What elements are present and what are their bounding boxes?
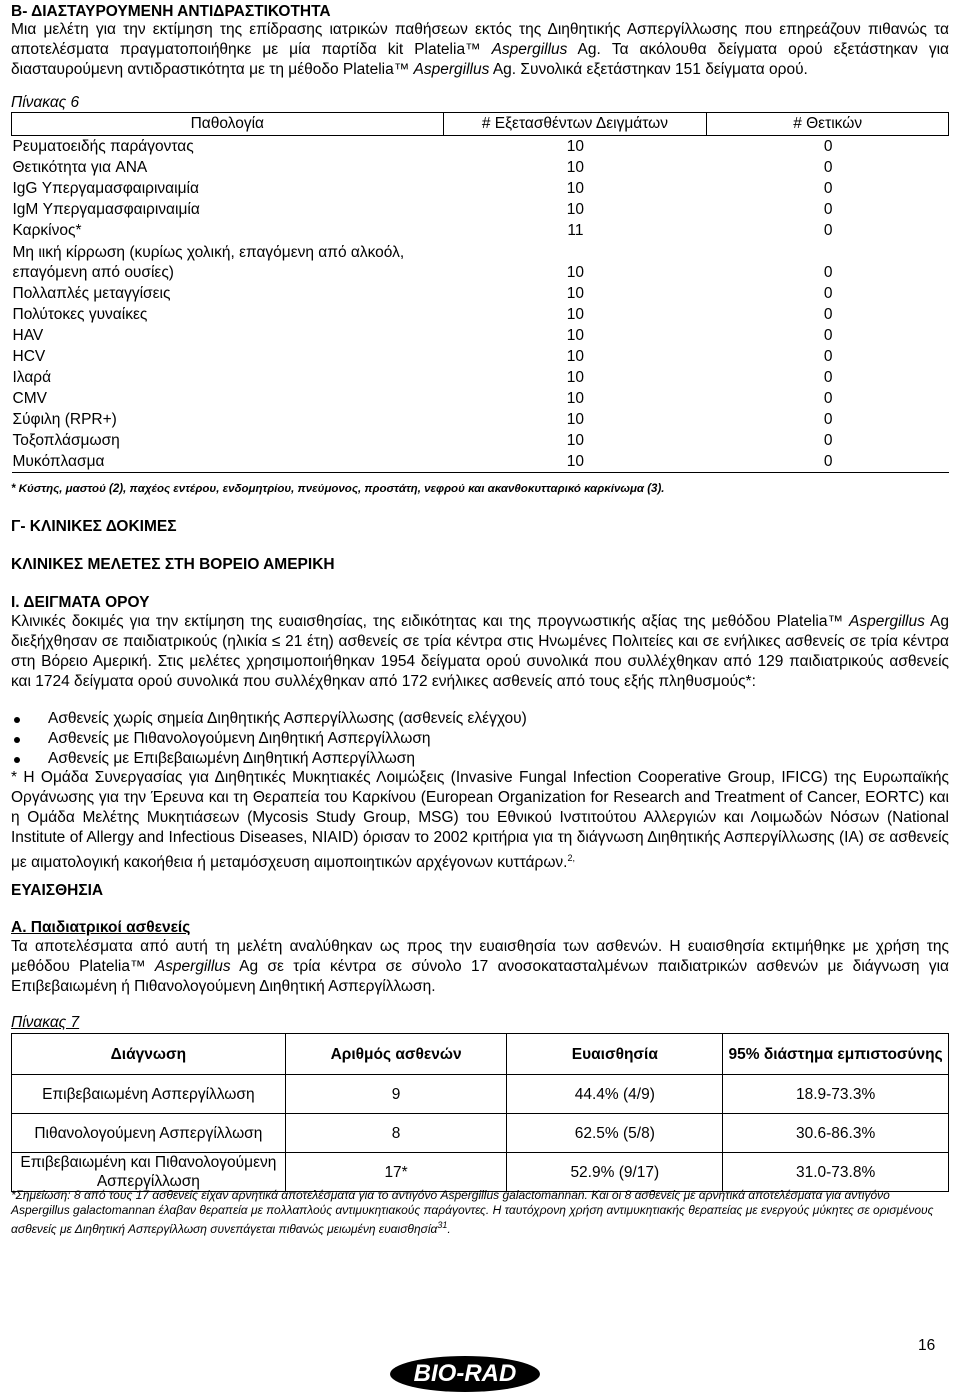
footnote-superscript: 31 (437, 1220, 448, 1230)
cell-patients: 17* (285, 1153, 507, 1192)
cell-tested: 10 (566, 432, 585, 449)
cell-tested: 10 (566, 138, 585, 155)
cell-tested: 10 (566, 327, 585, 344)
cell-positive: 0 (823, 411, 833, 428)
list-item: Ασθενείς με Πιθανολογούμενη Διηθητική Ασπεργίλλωση (11, 730, 949, 750)
cell-tested: 10 (566, 285, 585, 302)
bio-rad-logo: BIO-RAD (390, 1356, 540, 1392)
cell-ci: 18.9-73.3% (723, 1075, 949, 1114)
cell-positive: 0 (823, 138, 833, 155)
table-row (12, 304, 949, 325)
table-row (12, 346, 949, 367)
table-7 (11, 1033, 949, 1192)
table6-header-tested: # Εξετασθέντων Δειγμάτων (443, 113, 707, 136)
cell-pathology: Καρκίνος* (12, 222, 82, 239)
table-row (12, 178, 949, 199)
p4-text: Τα αποτελέσματα από αυτή τη μελέτη αναλύθηκαν ως προς την ευαισθησία των ασθενών. Η ευαισθησία εκτιμήθηκε με χρήση της μεθόδου Platelia™ (11, 938, 949, 975)
p4-italic: Aspergillus (154, 958, 231, 975)
cell-ci: 31.0-73.8% (723, 1153, 949, 1192)
p1-italic-2: Aspergillus (413, 61, 490, 78)
cell-tested: 10 (566, 411, 585, 428)
cell-tested: 10 (566, 369, 585, 386)
cell-positive: 0 (823, 390, 833, 407)
cell-tested: 10 (566, 348, 585, 365)
table-row (12, 157, 949, 178)
table-row (12, 1075, 949, 1114)
table6-footnote: * Κύστης, μαστού (2), παχέος εντέρου, ενδομητρίου, πνεύμονος, προστάτη, νεφρού και ακανθοκυτταρικό καρκίνωμα (3). (11, 483, 665, 495)
footnote-end: . (447, 1222, 451, 1236)
p1-text: Μια μελέτη για την εκτίμηση της επίδρασης ιατρικών παθήσεων εκτός της Διηθητικής Ασπεργίλλωσης που επηρεάζουν πιθανώς τα αποτελέσματα πραγματοποιήθηκε με μία παρτίδα kit Platelia™ (11, 21, 949, 58)
table-row (12, 1153, 949, 1192)
cell-positive: 0 (823, 180, 833, 197)
section-g-heading: Γ- ΚΛΙΝΙΚΕΣ ΔΟΚΙΜΕΣ (11, 518, 177, 535)
cell-positive: 0 (823, 369, 833, 386)
table-row (12, 1114, 949, 1153)
section-b-heading: Β- ΔΙΑΣΤΑΥΡΟΥΜΕΝΗ ΑΝΤΙΔΡΑΣΤΙΚΟΤΗΤΑ (11, 3, 331, 20)
page-number: 16 (918, 1337, 936, 1354)
cell-pathology: Τοξοπλάσμωση (12, 432, 120, 449)
table7-header-diagnosis: Διάγνωση (12, 1034, 286, 1075)
cell-pathology: CMV (12, 390, 47, 407)
cell-tested: 10 (566, 390, 585, 407)
table7-footnote (11, 1188, 949, 1237)
p2-text-b: Ag διεξήχθησαν σε παιδιατρικούς (ηλικία ≤ 21 έτη) ασθενείς σε τρία κέντρα στις Ηνωμένες Πολιτείες και σε ενήλικες ασθενείς σε τρία κέντρα στη Βόρειο Αμερική. Στις μελέτες χρησιμοποιήθηκαν 1954 δείγματα ορού συνολικά που συλλέχθηκαν από 129 παιδιατρικούς ασθενείς και 1724 δείγματα ορού συνολικά που συλλέχθηκαν από 172 ενήλικες ασθενείς από τους εξής πληθυσμούς*: (11, 613, 950, 690)
p4-text-b: Ag σε τρία κέντρα σε σύνολο 17 ανοσοκατασταλμένων παιδιατρικών ασθενών με διάγνωση για Επιβεβαιωμένη ή Πιθανολογούμενη Διηθητική Ασπεργίλλωση. (11, 958, 950, 995)
cell-pathology: Πολλαπλές μεταγγίσεις (12, 285, 171, 302)
cell-diagnosis: Επιβεβαιωμένη Ασπεργίλλωση (12, 1075, 286, 1114)
cell-positive: 0 (823, 201, 833, 218)
list-item: Ασθενείς με Επιβεβαιωμένη Διηθητική Ασπεργίλλωση (11, 750, 949, 770)
cell-positive: 0 (823, 285, 833, 302)
table-row (12, 241, 949, 283)
cell-tested: 10 (443, 451, 707, 473)
table7-header-sensitivity: Ευαισθησία (507, 1034, 723, 1075)
cell-diagnosis: Επιβεβαιωμένη και Πιθανολογούμενη Ασπεργίλλωση (12, 1153, 286, 1192)
cell-pathology: Θετικότητα για ANA (12, 159, 148, 176)
table6-header-pathology: Παθολογία (12, 113, 444, 136)
cell-tested: 10 (566, 264, 585, 281)
cell-tested: 10 (566, 201, 585, 218)
list-item: Ασθενείς χωρίς σημεία Διηθητικής Ασπεργίλλωσης (ασθενείς ελέγχου) (11, 710, 949, 730)
table-row (12, 451, 949, 473)
p2-text: Κλινικές δοκιμές για την εκτίμηση της ευαισθησίας, της ειδικότητας και της προγνωστικής αξίας της μεθόδου Platelia™ (11, 613, 843, 630)
cell-tested: 10 (566, 159, 585, 176)
pediatric-paragraph (11, 937, 949, 997)
cell-positive: 0 (823, 306, 833, 323)
cell-positive: 0 (823, 348, 833, 365)
cell-positive: 0 (823, 159, 833, 176)
cell-tested: 10 (566, 180, 585, 197)
cell-pathology: Μη ιική κίρρωση (κυρίως χολική, επαγόμενη από αλκοόλ, επαγόμενη από ουσίες) (12, 244, 405, 281)
cell-pathology: Ρευματοειδής παράγοντας (12, 138, 194, 155)
cell-pathology: HAV (12, 327, 44, 344)
table-row (12, 199, 949, 220)
table-row (12, 388, 949, 409)
cell-diagnosis: Πιθανολογούμενη Ασπεργίλλωση (12, 1114, 286, 1153)
clinical-paragraph (11, 612, 949, 692)
north-america-heading: ΚΛΙΝΙΚΕΣ ΜΕΛΕΤΕΣ ΣΤΗ ΒΟΡΕΙΟ ΑΜΕΡΙΚΗ (11, 556, 335, 573)
table6-header-positive: # Θετικών (707, 113, 949, 136)
p3-text: * Η Ομάδα Συνεργασίας για Διηθητικές Μυκητιακές Λοιμώξεις (Invasive Fungal Infection Cooperative Group, IFICG) της Ευρωπαϊκής Οργάνωσης για την Έρευνα και τη Θεραπεία του Καρκίνου (European Organization for Research and Treatment of Cancer, EORTC) και η Ομάδα Μελέτης Μυκητιάσεων (Mycosis Study Group, MSG) του Εθνικού Ινστιτούτου Αλλεργιών και Λοιμωδών Νόσων (National Institute of Allergy and Infectious Diseases, NIAID) όρισαν το 2002 κριτήρια για τη διάγνωση Διηθητικής Ασπεργίλλωσης (ΙΑ) σε ασθενείς με αιματολογική κακοήθεια ή μεταμόσχευση αιμοποιητικών αρχέγονων κυττάρων. (11, 769, 949, 872)
serum-samples-heading: Ι. ΔΕΙΓΜΑΤΑ ΟΡΟΥ (11, 594, 150, 611)
cell-tested: 10 (566, 306, 585, 323)
cell-pathology: Πολύτοκες γυναίκες (12, 306, 148, 323)
cell-patients: 9 (285, 1075, 507, 1114)
p2-italic: Aspergillus (849, 613, 925, 630)
table7-header-ci: 95% διάστημα εμπιστοσύνης (723, 1034, 949, 1075)
table-row (12, 220, 949, 241)
pediatric-heading: Α. Παιδιατρικοί ασθενείς (11, 919, 191, 936)
table-6 (11, 112, 949, 473)
cell-patients: 8 (285, 1114, 507, 1153)
table-row (12, 430, 949, 451)
table7-header-patients: Αριθμός ασθενών (285, 1034, 507, 1075)
table6-caption: Πίνακας 6 (11, 94, 80, 111)
cell-positive: 0 (823, 264, 833, 281)
cell-positive: 0 (823, 222, 833, 239)
cell-pathology: IgG Υπεργαμασφαιριναιμία (12, 180, 199, 197)
population-list (11, 710, 949, 770)
cell-positive: 0 (707, 451, 949, 473)
footnote-text: *Σημείωση: 8 από τους 17 ασθενείς είχαν αρνητικά αποτελέσματα για το αντιγόνο Aspergillus galactomannan. Και οι 8 ασθενείς με αρνητικά αποτελέσματα για αντιγόνο Aspergillus galactomannan έλαβαν θεραπεία με πολλαπλούς αντιμυκητιακούς παράγοντες. Η ταυτόχρονη χρήση αντιμυκητιακής θεραπείας με ενεργούς μύκητες σε ορισμένους ασθενείς με Διηθητική Ασπεργίλλωση συνεπάγεται πιθανώς μειωμένη ευαισθησία (11, 1188, 934, 1236)
cell-positive: 0 (823, 432, 833, 449)
table-row (12, 367, 949, 388)
cell-pathology: Σύφιλη (RPR+) (12, 411, 117, 428)
p3-superscript: 2, (567, 853, 575, 863)
p1-italic: Aspergillus (491, 41, 568, 58)
cell-positive: 0 (823, 327, 833, 344)
cell-pathology: IgM Υπεργαμασφαιριναιμία (12, 201, 200, 218)
cell-sensitivity: 52.9% (9/17) (507, 1153, 723, 1192)
table-row (12, 283, 949, 304)
table-row (12, 409, 949, 430)
cell-sensitivity: 44.4% (4/9) (507, 1075, 723, 1114)
cell-ci: 30.6-86.3% (723, 1114, 949, 1153)
p1-text-b: Ag. Τα ακόλουθα δείγματα ορού εξετάστηκαν για διασταυρούμενη αντιδραστικότητα με τη μέθοδο Platelia™ (11, 41, 949, 78)
cell-pathology: HCV (12, 348, 46, 365)
table-row (12, 325, 949, 346)
cell-sensitivity: 62.5% (5/8) (507, 1114, 723, 1153)
cell-tested: 11 (567, 222, 584, 239)
cell-pathology: Ιλαρά (12, 369, 52, 386)
table-row (12, 136, 949, 158)
sensitivity-heading: ΕΥΑΙΣΘΗΣΙΑ (11, 882, 104, 899)
table7-caption: Πίνακας 7 (11, 1014, 80, 1031)
section-b-paragraph (11, 20, 949, 80)
cell-pathology: Μυκόπλασμα (12, 451, 444, 473)
p1-text-c: Ag. Συνολικά εξετάστηκαν 151 δείγματα ορού. (492, 61, 808, 78)
criteria-paragraph (11, 768, 949, 873)
